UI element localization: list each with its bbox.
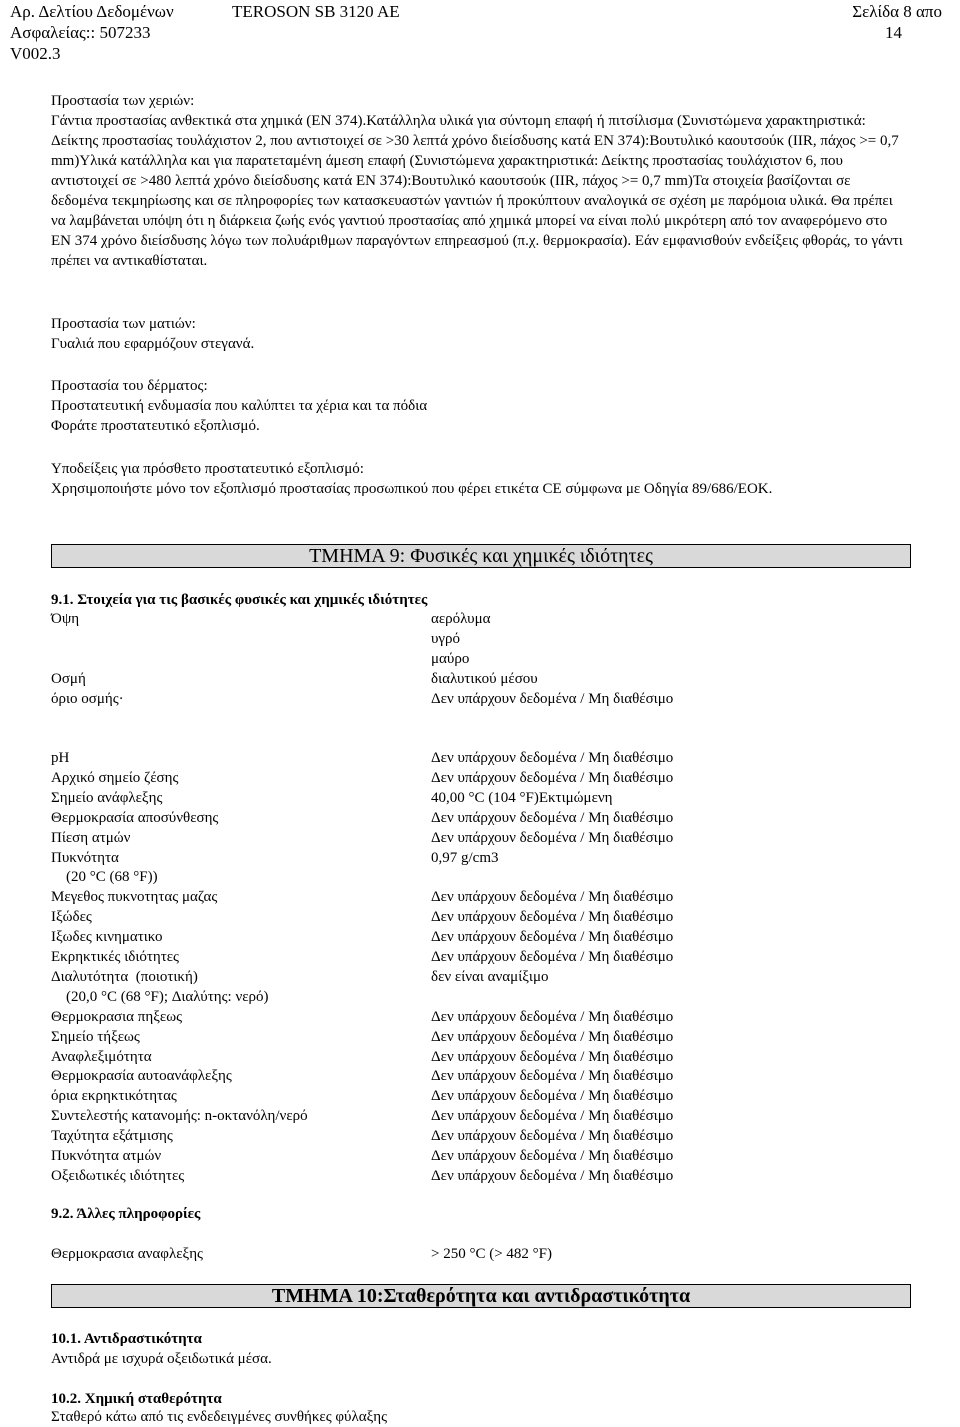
property-value: Δεν υπάρχουν δεδομένα / Μη διαθέσιμο: [431, 1009, 674, 1025]
property-value: Δεν υπάρχουν δεδομένα / Μη διαθέσιμο: [431, 830, 674, 846]
section-9-1-heading: 9.1. Στοιχεία για τις βασικές φυσικές και χημικές ιδιότητες: [51, 592, 428, 608]
property-value: Δεν υπάρχουν δεδομένα / Μη διαθέσιμο: [431, 1128, 674, 1144]
property-value: 0,97 g/cm3: [431, 850, 499, 866]
page-label: Σελίδα 8 απο: [852, 2, 942, 21]
property-label: Αρχικό σημείο ζέσης: [51, 770, 179, 786]
property-value: Δεν υπάρχουν δεδομένα / Μη διαθέσιμο: [431, 770, 674, 786]
extra-text: Χρησιμοποιήστε μόνο τον εξοπλισμό προστασίας προσωπικού που φέρει ετικέτα CE σύμφωνα με Οδηγία 89/686/ΕΟΚ.: [51, 481, 773, 497]
odor-value: διαλυτικού μέσου: [431, 671, 538, 687]
ignition-temperature-value: > 250 °C (> 482 °F): [431, 1246, 553, 1262]
property-label: Πυκνότητα ατμών: [51, 1148, 162, 1164]
property-value: Δεν υπάρχουν δεδομένα / Μη διαθέσιμο: [431, 889, 674, 905]
document-type-label: Αρ. Δελτίου Δεδομένων: [10, 2, 174, 21]
document-number: Ασφαλείας:: 507233: [10, 23, 151, 42]
hands-title: Προστασία των χεριών:: [51, 93, 195, 109]
version-label: V002.3: [10, 44, 61, 63]
section-9-title: ΤΜΗΜΑ 9: Φυσικές και χημικές ιδιότητες: [51, 544, 911, 568]
property-label: όρια εκρηκτικότητας: [51, 1088, 177, 1104]
appearance-value-1: αερόλυμα: [431, 611, 491, 627]
property-value: Δεν υπάρχουν δεδομένα / Μη διαθέσιμο: [431, 909, 674, 925]
odor-threshold-label: όριο οσμής·: [51, 691, 124, 707]
property-value: Δεν υπάρχουν δεδομένα / Μη διαθέσιμο: [431, 949, 674, 965]
product-name: TEROSON SB 3120 AE: [232, 2, 400, 21]
skin-line-1: Προστατευτική ενδυμασία που καλύπτει τα χέρια και τα πόδια: [51, 398, 428, 414]
property-value: Δεν υπάρχουν δεδομένα / Μη διαθέσιμο: [431, 1148, 674, 1164]
property-label: (20 °C (68 °F)): [51, 869, 158, 885]
section-10-title: ΤΜΗΜΑ 10:Σταθερότητα και αντιδραστικότητα: [51, 1284, 911, 1308]
property-value: Δεν υπάρχουν δεδομένα / Μη διαθέσιμο: [431, 1088, 674, 1104]
property-label: Πυκνότητα: [51, 850, 119, 866]
odor-threshold-value: Δεν υπάρχουν δεδομένα / Μη διαθέσιμο: [431, 691, 674, 707]
property-label: Θερμοκρασία αυτοανάφλεξης: [51, 1068, 232, 1084]
property-value: δεν είναι αναμίξιμο: [431, 969, 549, 985]
stability-text: Σταθερό κάτω από τις ενδεδειγμένες συνθήκες φύλαξης: [51, 1409, 388, 1425]
eyes-title: Προστασία των ματιών:: [51, 316, 196, 332]
property-value: Δεν υπάρχουν δεδομένα / Μη διαθέσιμο: [431, 1049, 674, 1065]
appearance-value-2: υγρό: [431, 631, 461, 647]
property-value: Δεν υπάρχουν δεδομένα / Μη διαθέσιμο: [431, 1068, 674, 1084]
odor-label: Οσμή: [51, 671, 86, 687]
property-value: Δεν υπάρχουν δεδομένα / Μη διαθέσιμο: [431, 750, 674, 766]
ignition-temperature-label: Θερμοκρασια αναφλεξης: [51, 1246, 203, 1262]
hands-text: Γάντια προστασίας ανθεκτικά στα χημικά (EN 374).Κατάλληλα υλικά για σύντομη επαφή ή πιτσίλισμα (Συνιστώμενα χαρακτηριστικά: Δείκτης προστασίας τουλάχιστον 2, που αντιστοιχεί σε >30 λεπτά χρόνο διείσδυσης κατά EN 374):Βουτυλικό καουτσούκ (IIR, πάχος >= 0,7 mm)Υλικά κατάλληλα και για παρατεταμένη άμεση επαφή (Συνιστώμενα χαρακτηριστικά: Δείκτης προστασίας τουλάχιστον 6, που αντιστοιχεί σε >480 λεπτά χρόνο διείσδυσης κατά EN 374):Βουτυλικό καουτσούκ (IIR, πάχος >= 0,7 mm)Τα στοιχεία βασίζονται σε δεδομένα τεκμηρίωσης και σε πληροφορίες των κατασκευαστών γαντιών ή προκύπτουν αναλογικά σε σχέση με παρόμοια υλικά. Θα πρέπει να λαμβάνεται υπόψη ότι η διάρκεια ζωής ενός γαντιού προστασίας από χημικά μπορεί να είναι πολύ μικρότερη από τον αναφερόμενο στο EN 374 χρόνο διείσδυσης λόγω των πολυάριθμων παραγόντων επηρεασμού (π.χ. θερμοκρασία). Εάν εμφανισθούν ενδείξεις φθοράς, το γάντι πρέπει να αντικαθίσταται.: [51, 113, 903, 269]
property-value: Δεν υπάρχουν δεδομένα / Μη διαθέσιμο: [431, 1108, 674, 1124]
page-total: 14: [885, 23, 902, 42]
property-label: Σημείο τήξεως: [51, 1029, 140, 1045]
extra-title: Υποδείξεις για πρόσθετο προστατευτικό εξοπλισμό:: [51, 461, 364, 477]
eyes-text: Γυαλιά που εφαρμόζουν στεγανά.: [51, 336, 255, 352]
property-value: Δεν υπάρχουν δεδομένα / Μη διαθέσιμο: [431, 1029, 674, 1045]
property-label: Θερμοκρασία αποσύνθεσης: [51, 810, 219, 826]
property-label: Ταχύτητα εξάτμισης: [51, 1128, 173, 1144]
appearance-value-3: μαύρο: [431, 651, 470, 667]
reactivity-text: Αντιδρά με ισχυρά οξειδωτικά μέσα.: [51, 1351, 272, 1367]
appearance-label: Όψη: [51, 611, 80, 627]
property-label: pH: [51, 750, 70, 766]
property-label: Διαλυτότητα (ποιοτική): [51, 969, 198, 985]
property-label: Ιξωδες κινηματικο: [51, 929, 163, 945]
skin-title: Προστασία του δέρματος:: [51, 378, 208, 394]
property-label: Οξειδωτικές ιδιότητες: [51, 1168, 185, 1184]
property-label: Μεγεθος πυκνοτητας μαζας: [51, 889, 218, 905]
section-9-2-heading: 9.2. Άλλες πληροφορίες: [51, 1206, 201, 1222]
property-value: Δεν υπάρχουν δεδομένα / Μη διαθέσιμο: [431, 810, 674, 826]
property-label: Ιξώδες: [51, 909, 92, 925]
property-label: Αναφλεξιμότητα: [51, 1049, 152, 1065]
skin-line-2: Φοράτε προστατευτικό εξοπλισμό.: [51, 418, 260, 434]
property-value: 40,00 °C (104 °F)Εκτιμώμενη: [431, 790, 613, 806]
property-label: Σημείο ανάφλεξης: [51, 790, 163, 806]
property-label: (20,0 °C (68 °F); Διαλύτης: νερό): [51, 989, 269, 1005]
property-label: Εκρηκτικές ιδιότητες: [51, 949, 179, 965]
property-label: Συντελεστής κατανομής: n-οκτανόλη/νερό: [51, 1108, 308, 1124]
property-label: Πίεση ατμών: [51, 830, 131, 846]
property-label: Θερμοκρασια πηξεως: [51, 1009, 183, 1025]
property-value: Δεν υπάρχουν δεδομένα / Μη διαθέσιμο: [431, 929, 674, 945]
section-10-2-heading: 10.2. Χημική σταθερότητα: [51, 1391, 222, 1407]
property-value: Δεν υπάρχουν δεδομένα / Μη διαθέσιμο: [431, 1168, 674, 1184]
section-10-1-heading: 10.1. Αντιδραστικότητα: [51, 1331, 202, 1347]
